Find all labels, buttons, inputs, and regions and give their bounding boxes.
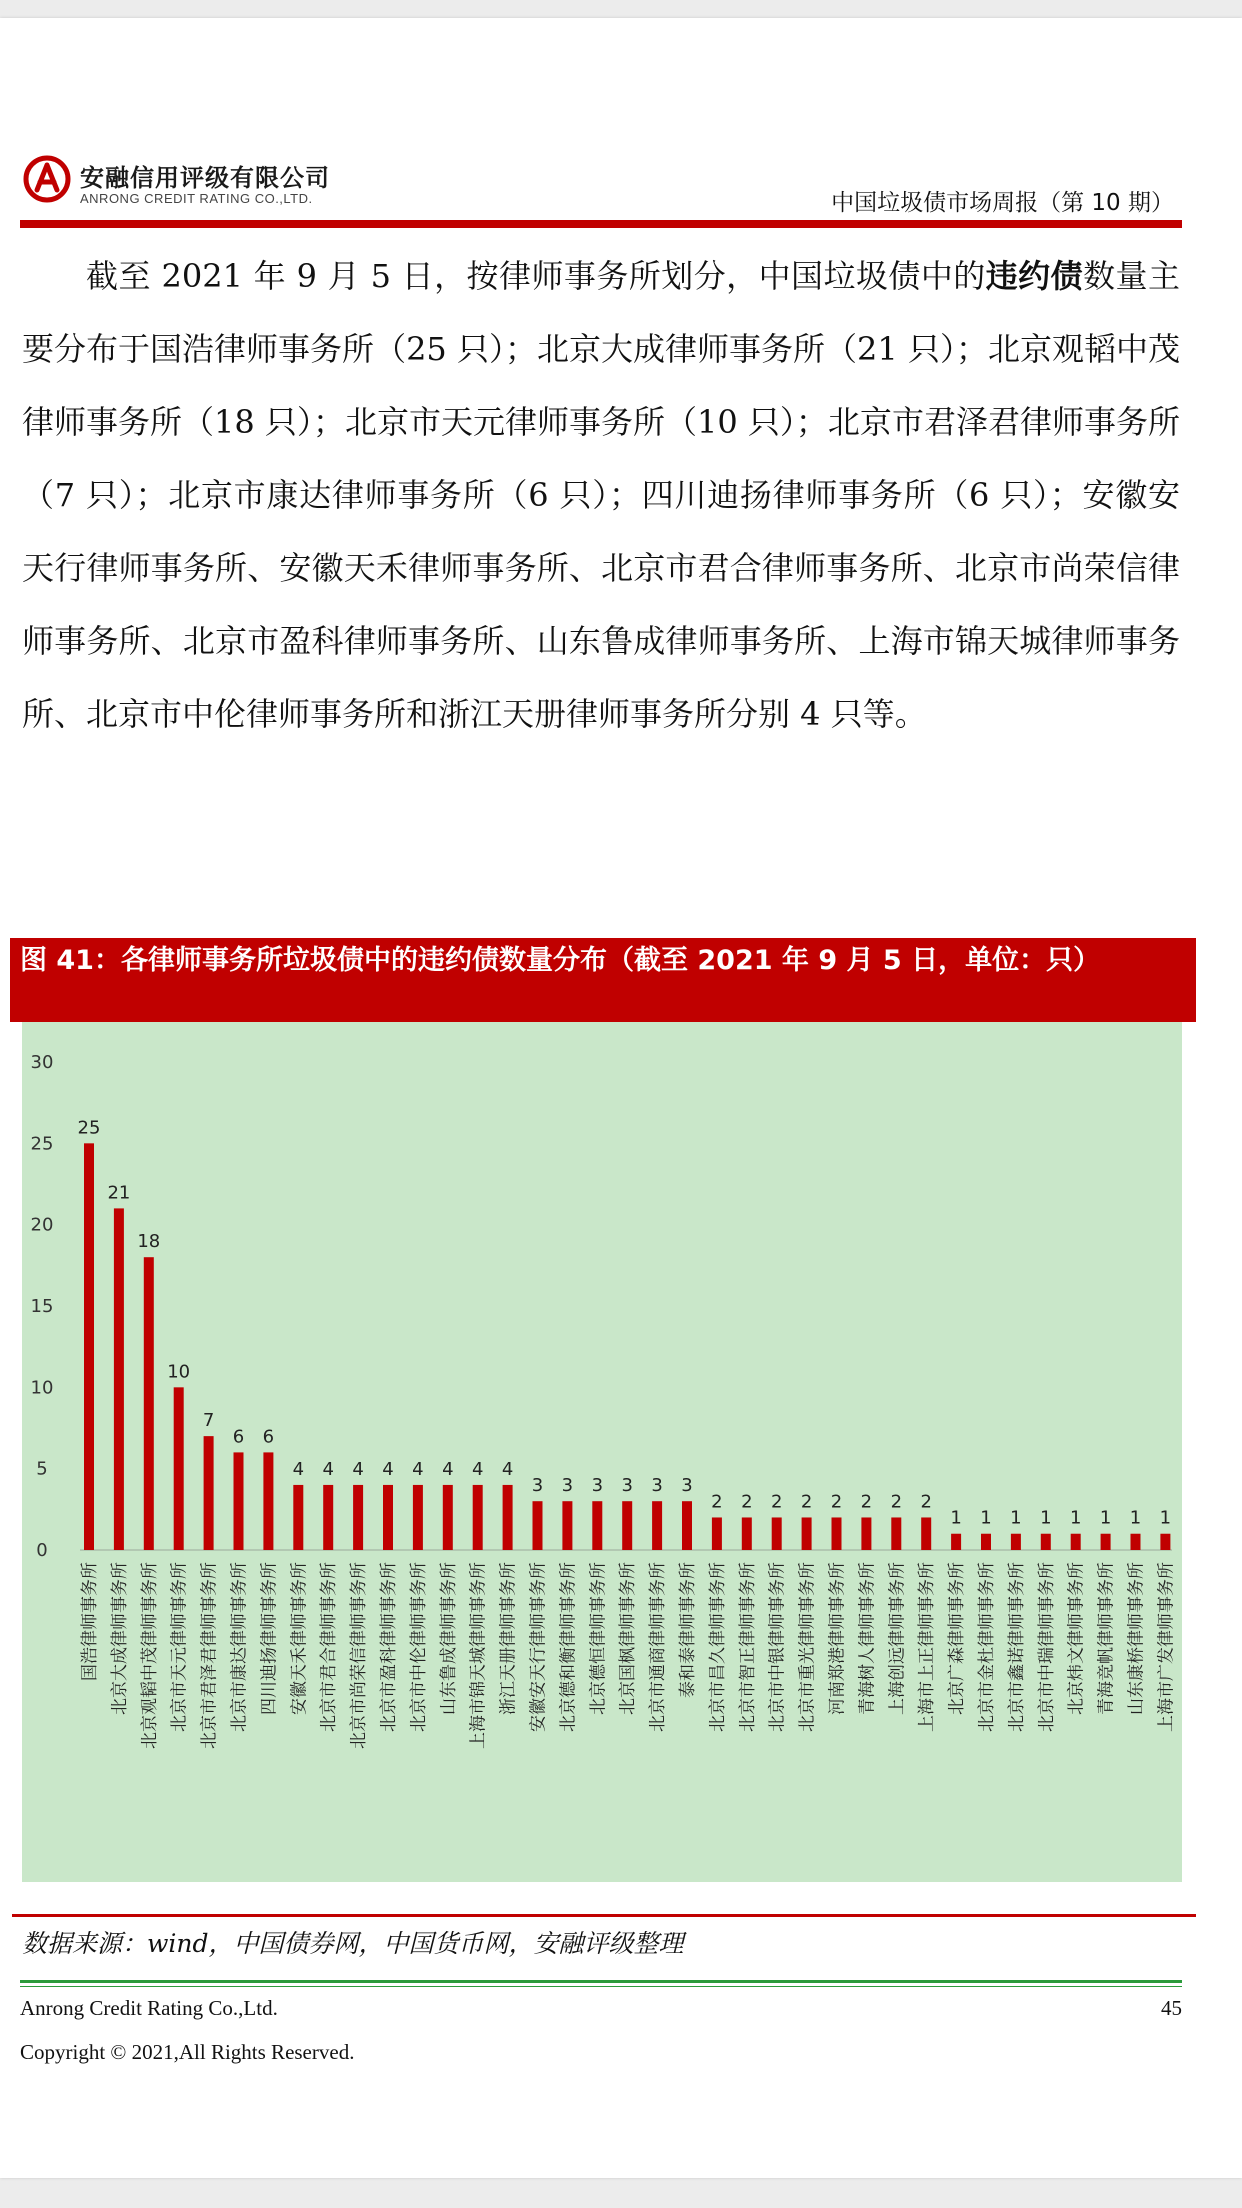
category-label: 北京市天元律师事务所 (169, 1562, 190, 1732)
bar (533, 1501, 543, 1550)
bar (951, 1534, 961, 1550)
category-label: 北京大成律师事务所 (109, 1562, 130, 1715)
bar (263, 1452, 273, 1550)
data-label: 3 (591, 1475, 604, 1497)
bar (234, 1452, 244, 1550)
category-label: 上海市锦天城律师事务所 (468, 1562, 489, 1749)
body-paragraph (22, 240, 1180, 751)
bar (682, 1501, 692, 1550)
header-divider (20, 220, 1182, 228)
data-label: 6 (232, 1426, 245, 1448)
data-label: 4 (292, 1458, 305, 1480)
category-label: 北京市康达律师事务所 (229, 1562, 250, 1732)
paragraph-text-start: 截至 2021 年 9 月 5 日，按律师事务所划分，中国垃圾债中的 (86, 257, 986, 295)
bar (323, 1485, 333, 1550)
bar (921, 1517, 931, 1550)
footer-company: Anrong Credit Rating Co.,Ltd. (20, 1996, 278, 2020)
category-label: 北京市智正律师事务所 (737, 1562, 758, 1732)
bar (622, 1501, 632, 1550)
bar (383, 1485, 393, 1550)
category-label: 山东康桥律师事务所 (1126, 1562, 1147, 1715)
category-label: 北京市中银律师事务所 (767, 1562, 788, 1732)
category-label: 北京国枫律师事务所 (618, 1562, 639, 1715)
category-label: 四川迪扬律师事务所 (259, 1562, 280, 1715)
bar (1131, 1534, 1141, 1550)
company-name-en: ANRONG CREDIT RATING CO.,LTD. (80, 191, 313, 206)
paragraph-bold-term: 违约债 (985, 257, 1084, 295)
data-label: 6 (262, 1426, 275, 1448)
bar (742, 1517, 752, 1550)
page-header (20, 138, 1182, 228)
y-tick-label: 15 (30, 1296, 54, 1317)
category-label: 安徽天禾律师事务所 (289, 1562, 310, 1715)
bar (114, 1208, 124, 1550)
data-label: 1 (1069, 1507, 1082, 1529)
data-label: 21 (107, 1182, 131, 1204)
category-label: 北京市昌久律师事务所 (707, 1562, 728, 1732)
category-label: 北京观韬中茂律师事务所 (139, 1562, 160, 1749)
data-label: 3 (531, 1475, 544, 1497)
data-label: 1 (1040, 1507, 1052, 1529)
bar (174, 1387, 184, 1550)
data-label: 4 (501, 1458, 514, 1480)
category-label: 北京市君泽君律师事务所 (199, 1562, 220, 1749)
data-label: 7 (202, 1410, 215, 1432)
data-label: 1 (1159, 1507, 1172, 1529)
y-tick-label: 20 (30, 1214, 54, 1236)
bar (473, 1485, 483, 1550)
bar (562, 1501, 572, 1550)
bar (1160, 1534, 1170, 1550)
category-label: 北京市金杜律师事务所 (977, 1562, 997, 1732)
bar (772, 1517, 782, 1550)
y-tick-label: 0 (36, 1540, 48, 1561)
category-label: 北京德恒律师事务所 (588, 1562, 609, 1715)
category-label: 上海市上正律师事务所 (917, 1562, 938, 1732)
bar (861, 1517, 871, 1550)
category-label: 国浩律师事务所 (80, 1562, 100, 1681)
bar (84, 1143, 94, 1550)
bar (1041, 1534, 1051, 1550)
company-name-cn: 安融信用评级有限公司 (80, 164, 330, 192)
category-label: 浙江天册律师事务所 (498, 1562, 519, 1715)
category-label: 泰和泰律师事务所 (678, 1562, 698, 1698)
category-label: 河南郑港律师事务所 (827, 1562, 848, 1715)
category-label: 山东鲁成律师事务所 (438, 1562, 459, 1715)
bar (1071, 1534, 1081, 1550)
copyright: Copyright © 2021,All Rights Reserved. (20, 2040, 355, 2064)
category-label: 上海创远律师事务所 (887, 1562, 908, 1715)
data-label: 4 (412, 1458, 424, 1480)
category-label: 北京市盈科律师事务所 (379, 1562, 399, 1732)
data-label: 4 (352, 1458, 364, 1480)
data-source-note: 数据来源：wind，中国债券网，中国货币网，安融评级整理 (22, 1929, 684, 1958)
data-label: 2 (800, 1491, 813, 1513)
category-label: 青海竞帆律师事务所 (1096, 1562, 1117, 1715)
bar (712, 1517, 722, 1550)
bar (652, 1501, 662, 1550)
data-label: 1 (1129, 1507, 1142, 1529)
bar (1011, 1534, 1021, 1550)
document-page (0, 18, 1242, 2178)
chart-area (22, 1022, 1182, 1882)
y-tick-label: 25 (30, 1133, 54, 1155)
bar (891, 1517, 901, 1550)
data-label: 1 (1010, 1507, 1022, 1529)
data-label: 25 (77, 1117, 101, 1139)
data-label: 4 (471, 1458, 484, 1480)
bar (353, 1485, 363, 1550)
page-number: 45 (1161, 1996, 1182, 2020)
data-label: 18 (137, 1231, 161, 1253)
data-label: 2 (920, 1491, 932, 1513)
bar (413, 1485, 423, 1550)
data-label: 1 (980, 1507, 992, 1529)
data-label: 3 (651, 1475, 663, 1497)
bar (1101, 1534, 1111, 1550)
figure-caption: 图 41：各律师事务所垃圾债中的违约债数量分布（截至 2021 年 9 月 5 日，单位：只） (10, 938, 1196, 1022)
data-label: 2 (860, 1491, 873, 1513)
bar (204, 1436, 214, 1550)
data-label: 2 (741, 1491, 753, 1513)
data-label: 4 (382, 1458, 394, 1480)
bar (443, 1485, 453, 1550)
bar-chart (22, 1022, 1182, 1882)
category-label: 北京市君合律师事务所 (319, 1562, 340, 1732)
data-label: 1 (950, 1507, 962, 1529)
y-tick-label: 10 (30, 1377, 54, 1399)
bar (832, 1517, 842, 1550)
category-label: 北京炜文律师事务所 (1066, 1562, 1087, 1715)
data-label: 1 (1099, 1507, 1112, 1529)
data-label: 2 (770, 1491, 783, 1513)
category-label: 北京市通商律师事务所 (648, 1562, 669, 1732)
category-label: 北京德和衡律师事务所 (558, 1562, 579, 1732)
data-label: 4 (442, 1458, 454, 1480)
bar (144, 1257, 154, 1550)
category-label: 北京市中伦律师事务所 (408, 1562, 429, 1732)
source-divider (12, 1914, 1196, 1917)
category-label: 北京广森律师事务所 (947, 1562, 968, 1715)
data-label: 10 (167, 1361, 191, 1383)
anrong-logo-icon (22, 154, 72, 204)
category-label: 北京市尚荣信律师事务所 (349, 1562, 370, 1749)
data-label: 3 (681, 1475, 693, 1497)
data-label: 2 (830, 1491, 843, 1513)
category-label: 北京市鑫诺律师事务所 (1006, 1562, 1027, 1732)
bar (503, 1485, 513, 1550)
bar (802, 1517, 812, 1550)
bar (981, 1534, 991, 1550)
bar (592, 1501, 602, 1550)
data-label: 2 (890, 1491, 903, 1513)
category-label: 青海树人律师事务所 (857, 1562, 878, 1715)
data-label: 3 (561, 1475, 574, 1497)
y-tick-label: 5 (36, 1458, 48, 1480)
paragraph-text-rest: 数量主要分布于国浩律师事务所（25 只）；北京大成律师事务所（21 只）；北京观韬中茂律师事务所（18 只）；北京市天元律师事务所（10 只）；北京市君泽君律师事务所（7 只）；北京市康达律师事务所（6 只）；四川迪扬律师事务所（6 只）；安徽安天行律师事务所、安徽天禾律师事务所、北京市君合律师事务所、北京市尚荣信律师事务所、北京市盈科律师事务所、山东鲁成律师事务所、上海市锦天城律师事务所、北京市中伦律师事务所和浙江天册律师事务所分别 4 只等。 (22, 257, 1180, 733)
y-tick-label: 30 (30, 1052, 54, 1073)
data-label: 4 (322, 1458, 334, 1480)
category-label: 北京市重光律师事务所 (797, 1562, 818, 1732)
data-label: 3 (621, 1475, 633, 1497)
category-label: 安徽安天行律师事务所 (528, 1562, 549, 1732)
report-title: 中国垃圾债市场周报（第 10 期） (831, 190, 1174, 216)
bar (293, 1485, 303, 1550)
data-label: 2 (711, 1491, 723, 1513)
category-label: 北京市中瑞律师事务所 (1036, 1562, 1057, 1732)
footer-divider-thin (20, 1986, 1182, 1987)
footer-divider (20, 1980, 1182, 1983)
category-label: 上海市广发律师事务所 (1156, 1562, 1177, 1732)
